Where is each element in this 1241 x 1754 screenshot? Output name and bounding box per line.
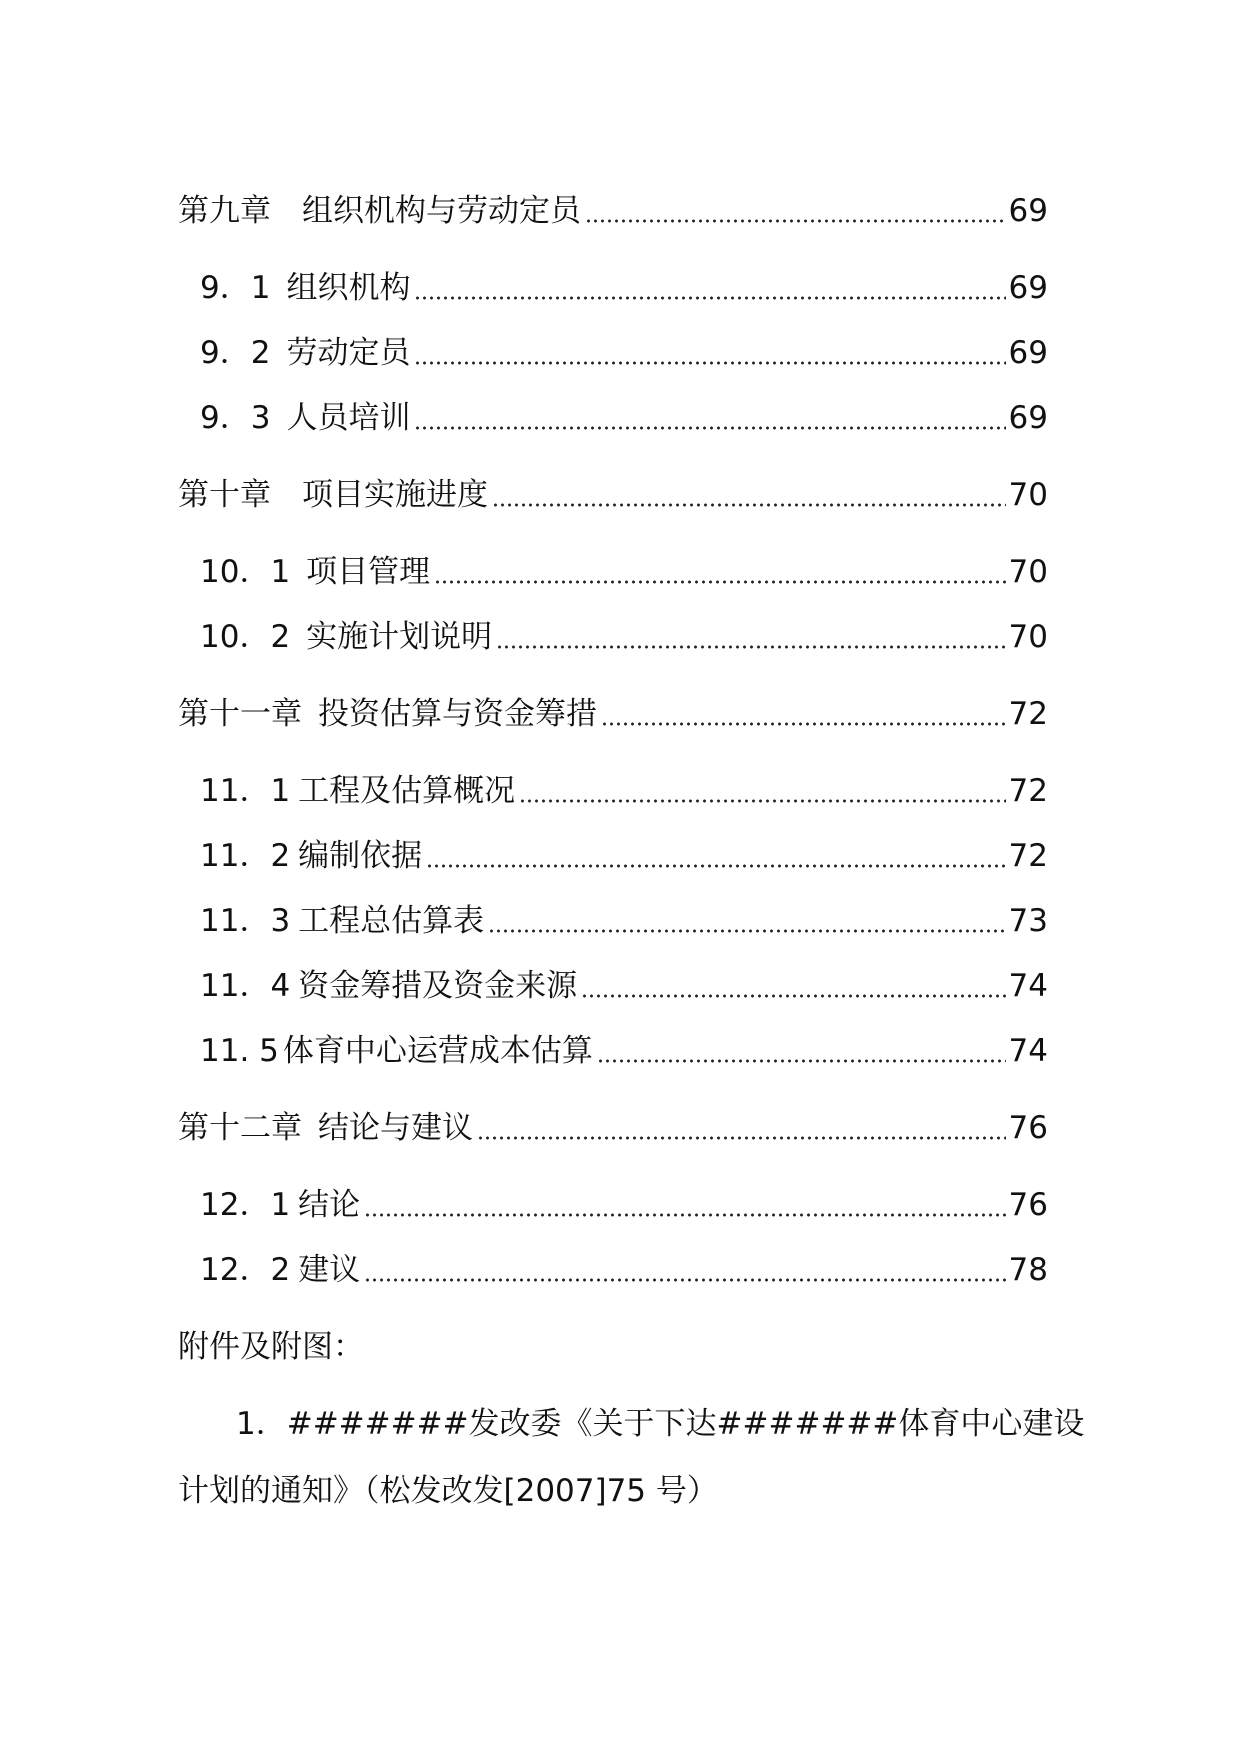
chapter-title: 投资估算与资金筹措 <box>318 696 597 732</box>
dot-leader <box>364 1278 1005 1282</box>
chapter-title: 组织机构与劳动定员 <box>302 193 581 229</box>
section-title: 项目管理 <box>306 554 431 590</box>
section-number: 12．1 <box>200 1187 291 1223</box>
page-number: 70 <box>1008 554 1048 590</box>
section-title: 工程及估算概况 <box>298 773 516 809</box>
page-number: 69 <box>1008 270 1048 306</box>
chapter-number: 第十一章 <box>178 696 302 732</box>
dot-leader <box>364 1213 1005 1217</box>
attachment-item-1-line-1: 1．#######发改委《关于下达#######体育中心建设 <box>236 1406 1085 1442</box>
section-number: 9．2 <box>200 335 271 371</box>
page-number: 72 <box>1008 773 1048 809</box>
toc-chapter-9[interactable] <box>178 189 1048 233</box>
section-title: 劳动定员 <box>286 335 411 371</box>
toc-section-11-3[interactable] <box>200 899 1048 943</box>
page-number: 69 <box>1008 400 1048 436</box>
toc-section-12-1[interactable] <box>200 1183 1048 1227</box>
dot-leader <box>581 994 1005 998</box>
section-title: 组织机构 <box>286 270 411 306</box>
toc-section-11-1[interactable] <box>200 769 1048 813</box>
toc-section-11-4[interactable] <box>200 964 1048 1008</box>
page-number: 73 <box>1008 903 1048 939</box>
section-number: 11．3 <box>200 903 291 939</box>
page-number: 69 <box>1008 335 1048 371</box>
section-title: 资金筹措及资金来源 <box>298 968 578 1004</box>
page-number: 72 <box>1008 696 1048 732</box>
section-number: 12．2 <box>200 1252 291 1288</box>
section-title: 结论 <box>298 1187 361 1223</box>
page-number: 70 <box>1008 477 1048 513</box>
dot-leader <box>585 219 1006 223</box>
attachment-item-1-line-2: 计划的通知》（松发改发[2007]75 号） <box>178 1473 718 1509</box>
dot-leader <box>426 864 1005 868</box>
section-title: 建议 <box>298 1252 361 1288</box>
page-number: 70 <box>1008 619 1048 655</box>
chapter-title: 项目实施进度 <box>302 477 488 513</box>
chapter-number: 第九章 <box>178 193 271 229</box>
toc-section-12-2[interactable] <box>200 1248 1048 1292</box>
toc-section-10-1[interactable] <box>200 550 1048 594</box>
toc-section-11-5[interactable] <box>200 1029 1048 1073</box>
dot-leader <box>519 799 1005 803</box>
dot-leader <box>414 296 1005 300</box>
page-number: 69 <box>1008 193 1048 229</box>
page-number: 74 <box>1008 968 1048 1004</box>
page-number: 76 <box>1008 1110 1048 1146</box>
toc-section-9-3[interactable] <box>200 396 1048 440</box>
page-number: 72 <box>1008 838 1048 874</box>
dot-leader <box>488 929 1005 933</box>
section-number: 9．3 <box>200 400 271 436</box>
section-title: 编制依据 <box>298 838 423 874</box>
dot-leader <box>492 503 1006 507</box>
section-number: 11．1 <box>200 773 291 809</box>
section-number: 11．4 <box>200 968 291 1004</box>
dot-leader <box>414 426 1005 430</box>
toc-section-11-2[interactable] <box>200 834 1048 878</box>
section-number: 10．1 <box>200 554 291 590</box>
toc-chapter-12[interactable] <box>178 1106 1048 1150</box>
attachments-heading: 附件及附图： <box>178 1329 364 1365</box>
section-number: 11．2 <box>200 838 291 874</box>
section-number: 9．1 <box>200 270 271 306</box>
toc-section-9-1[interactable] <box>200 266 1048 310</box>
section-number: 10．2 <box>200 619 291 655</box>
dot-leader <box>496 645 1005 649</box>
toc-chapter-10[interactable] <box>178 473 1048 517</box>
chapter-number: 第十二章 <box>178 1110 302 1146</box>
section-title: 实施计划说明 <box>306 619 493 655</box>
dot-leader <box>434 580 1005 584</box>
section-title: 体育中心运营成本估算 <box>282 1033 593 1069</box>
page-number: 78 <box>1008 1252 1048 1288</box>
page-number: 76 <box>1008 1187 1048 1223</box>
chapter-title: 结论与建议 <box>318 1110 473 1146</box>
section-title: 人员培训 <box>286 400 411 436</box>
section-number: 11. 5 <box>200 1033 279 1069</box>
dot-leader <box>601 722 1006 726</box>
dot-leader <box>597 1059 1006 1063</box>
section-title: 工程总估算表 <box>298 903 485 939</box>
toc-section-10-2[interactable] <box>200 615 1048 659</box>
toc-chapter-11[interactable] <box>178 692 1048 736</box>
page-number: 74 <box>1008 1033 1048 1069</box>
dot-leader <box>414 361 1005 365</box>
dot-leader <box>477 1136 1006 1140</box>
toc-section-9-2[interactable] <box>200 331 1048 375</box>
chapter-number: 第十章 <box>178 477 271 513</box>
